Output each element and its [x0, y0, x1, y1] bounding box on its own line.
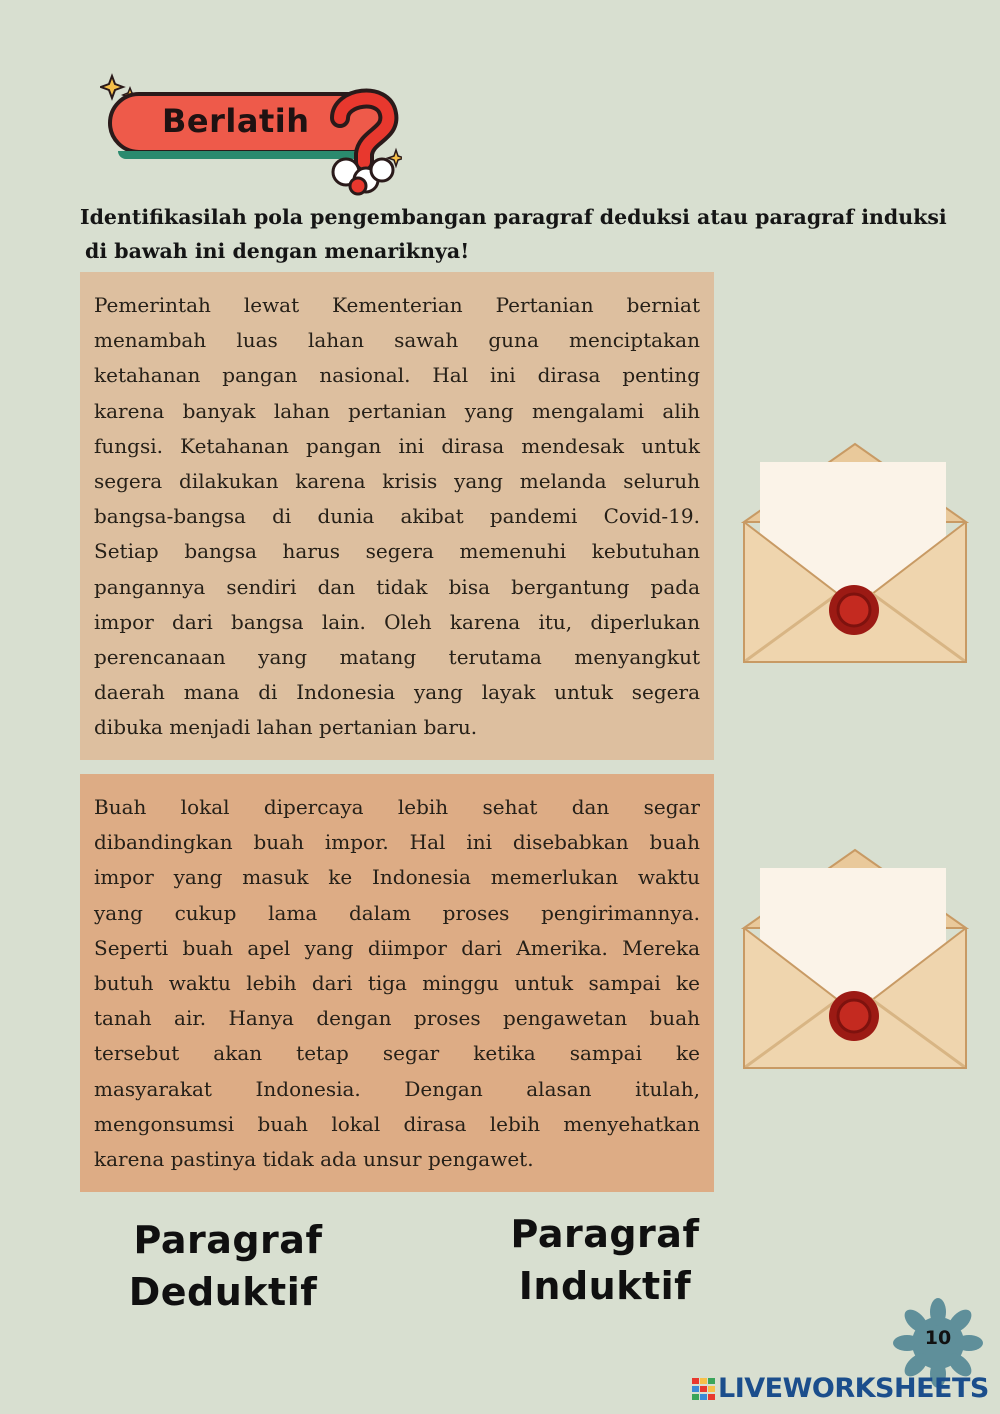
answer-induktif-word-2: Induktif [518, 1264, 692, 1308]
paragraph-2-line: yang cukup lama dalam proses pengirimannya. [94, 900, 700, 925]
badge-label: Berlatih [162, 102, 310, 140]
paragraph-2-line: dibandingkan buah impor. Hal ini disebabkan buah [94, 830, 700, 855]
paragraph-2-line: impor yang masuk ke Indonesia memerlukan waktu [94, 865, 700, 890]
paragraph-1-line: karena banyak lahan pertanian yang mengalami alih [94, 398, 700, 423]
paragraph-1-line: pangannya sendiri dan tidak bisa bergantung pada [94, 574, 700, 599]
answer-deduktif[interactable] [118, 1214, 338, 1318]
paragraph-1-line: perencanaan yang matang terutama menyangkut [94, 645, 700, 670]
paragraph-1-line: fungsi. Ketahanan pangan ini dirasa mendesak untuk [94, 433, 700, 458]
berlatih-badge [100, 70, 400, 195]
paragraph-1-line: bangsa-bangsa di dunia akibat pandemi Covid-19. [94, 504, 700, 529]
liveworksheets-logo [690, 1373, 990, 1405]
paragraph-1-line: daerah mana di Indonesia yang layak untuk segera [94, 680, 700, 705]
paragraph-2-line: karena pastinya tidak ada unsur pengawet. [94, 1147, 534, 1172]
answer-deduktif-word-2: Deduktif [128, 1270, 318, 1314]
paragraph-1-line: menambah luas lahan sawah guna menciptakan [94, 328, 700, 353]
answer-induktif-word-1: Paragraf [510, 1212, 700, 1256]
paragraph-2-line: Seperti buah apel yang diimpor dari Amerika. Mereka [94, 935, 700, 960]
paragraph-card-2[interactable] [80, 774, 714, 1192]
paragraph-2-line: mengonsumsi buah lokal dirasa lebih menyehatkan [94, 1111, 700, 1136]
instruction-text [80, 200, 990, 268]
paragraph-1-line: Pemerintah lewat Kementerian Pertanian berniat [94, 293, 700, 317]
page-number-text: 10 [924, 1327, 952, 1349]
paragraph-2-line: butuh waktu lebih dari tiga minggu untuk sampai ke [94, 971, 700, 996]
paragraph-1-line: Setiap bangsa harus segera memenuhi kebutuhan [94, 539, 700, 564]
instruction-line-1: Identifikasilah pola pengembangan paragraf deduksi atau paragraf induksi [80, 205, 947, 229]
question-mark-icon [322, 88, 402, 196]
logo-grid-icon [692, 1378, 716, 1400]
envelope-icon[interactable] [740, 848, 970, 1073]
logo-text: LIVEWORKSHEETS [718, 1373, 989, 1404]
instruction-line-2: di bawah ini dengan menariknya! [85, 239, 470, 263]
paragraph-card-1[interactable] [80, 272, 714, 760]
envelope-icon[interactable] [740, 442, 970, 667]
paragraph-1-line: ketahanan pangan nasional. Hal ini dirasa penting [94, 363, 700, 388]
paragraph-2-line: masyarakat Indonesia. Dengan alasan itulah, [94, 1076, 700, 1101]
paragraph-1-line: segera dilakukan karena krisis yang melanda seluruh [94, 469, 700, 494]
answer-deduktif-word-1: Paragraf [133, 1218, 323, 1262]
paragraph-2-line: tersebut akan tetap segar ketika sampai ke [94, 1041, 700, 1066]
paragraph-2-line: Buah lokal dipercaya lebih sehat dan segar [94, 795, 700, 819]
paragraph-1-line: dibuka menjadi lahan pertanian baru. [94, 715, 478, 740]
answer-induktif[interactable] [510, 1208, 700, 1312]
paragraph-1-line: impor dari bangsa lain. Oleh karena itu, diperlukan [94, 609, 700, 634]
paragraph-2-line: tanah air. Hanya dengan proses pengawetan buah [94, 1006, 700, 1031]
